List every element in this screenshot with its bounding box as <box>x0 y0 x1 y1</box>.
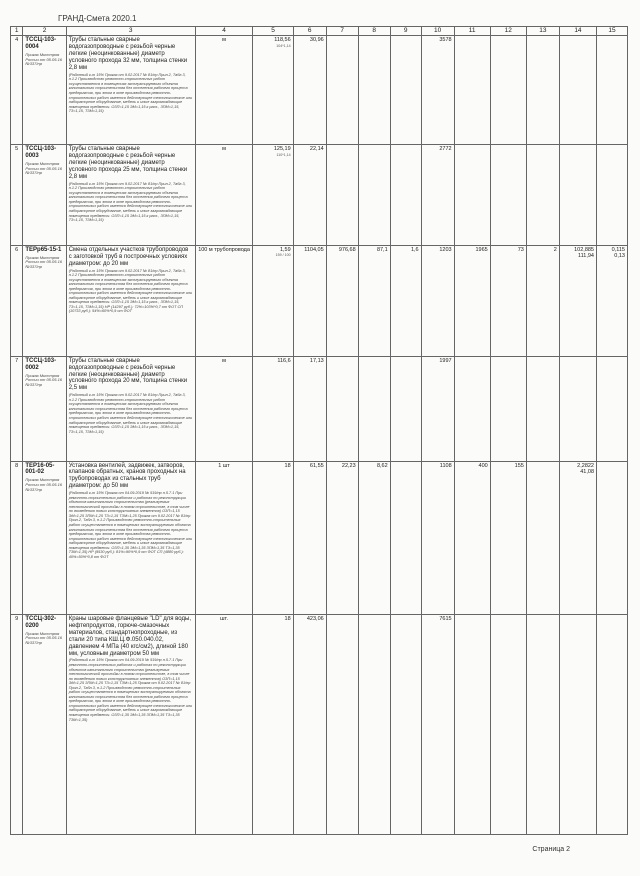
column-number: 13 <box>526 27 559 36</box>
row-index: 4 <box>11 36 23 145</box>
total-cost-cell: 7615 <box>421 615 454 835</box>
unit-cost-cell: 1104,05 <box>293 245 326 356</box>
work-description-cell <box>66 36 195 145</box>
total-cost-cell: 1203 <box>421 245 454 356</box>
work-description-cell <box>66 145 195 246</box>
work-note: (Районный к-т 15% Приказ от 9.02.2017 № 81/пр Прил.2, Табл.3, п.1.2 Производство ремонтно-строительных работ осуществляется в помещениях эксплуатируемого объекта капитального строительства без отселения рабочего процесса предприятия, при этом в зоне производства ремонтно-строительных работ имеется действующее технологическое или лабораторное оборудование, мебель и иные загромождающие помещения предметы. ОЗП=1,15 ЭМ=1,15 к расх., ЗПМ=1,15, ТЗ=1,15, ТЗМ=1,15) <box>68 393 193 434</box>
rate-code-note: Приказ Минстроя России от 05.05.16 №337/пр <box>25 52 63 67</box>
rate-code: ТССЦ-103-0004 <box>25 37 57 51</box>
work-description-cell <box>66 245 195 356</box>
total-wage-cell <box>454 36 490 145</box>
quantity-value: 116,6 <box>277 357 291 364</box>
total-machinist-cell <box>526 461 559 615</box>
rate-code-note: Приказ Минстроя России от 05.05.16 №337/пр <box>25 161 63 176</box>
total-cost-cell: 1108 <box>421 461 454 615</box>
work-title: Смена отдельных участков трубопроводов с заготовкой труб в построечных условиях диаметром: до 20 мм <box>68 246 189 267</box>
labor-cost-cell <box>559 36 596 145</box>
machine-cost-cell: 87,1 <box>358 245 390 356</box>
machinist-labor-cell <box>597 145 628 246</box>
estimate-row <box>11 245 628 356</box>
total-wage-cell <box>454 356 490 461</box>
total-cost-cell: 3578 <box>421 36 454 145</box>
rate-code-note: Приказ Минстроя России от 05.05.16 №337/пр <box>25 477 63 492</box>
estimate-row <box>11 36 628 145</box>
work-note: (Районный к-т 15% Приказ от 04.09.2019 № 519/пр п.5.7.1 При ремонтно-строительных работах и работах по реконструкции объектов капитального строительства (реализуемых технологической прослойки в новом строительстве, в том числе по возведению новых конструктивных элементов) ОЗП=1,15 ЭМ=1,25 ЗПМ=1,25 ТЗ=1,15 ТЗМ=1,25 Приказ от 9.02.2017 № 81/пр Прил.2, Табл.3, п.1.2 Производство ремонтно-строительных работ осуществляется в помещениях эксплуатируемого объекта капитального строительства без отселения рабочего процесса предприятия, при этом в зоне производства ремонтно-строительных работ имеется действующее технологическое или лабораторное оборудование, мебель и иные загромождающие помещения предметы. ОЗП=1,35 ЭМ=1,35 ЗПМ=1,35 ТЗ=1,35 ТЗМ=1,35) <box>68 658 193 722</box>
rate-code-cell <box>23 615 66 835</box>
quantity-value: 18 <box>284 616 291 623</box>
rate-code-cell <box>23 461 66 615</box>
wage-cost-cell <box>326 36 358 145</box>
row-index: 5 <box>11 145 23 246</box>
rate-code-note: Приказ Минстроя России от 05.05.16 №337/пр <box>25 372 63 387</box>
estimate-table <box>10 26 628 835</box>
quantity-cell <box>253 245 293 356</box>
column-number: 4 <box>195 27 253 36</box>
rate-code-cell <box>23 245 66 356</box>
column-number: 10 <box>421 27 454 36</box>
column-number: 6 <box>293 27 326 36</box>
column-number: 14 <box>559 27 596 36</box>
wage-cost-cell <box>326 615 358 835</box>
wage-cost-cell: 976,68 <box>326 245 358 356</box>
total-wage-cell: 400 <box>454 461 490 615</box>
rate-code-note: Приказ Минстроя России от 05.05.16 №337/пр <box>25 630 63 646</box>
work-description-cell <box>66 615 195 835</box>
column-number: 8 <box>358 27 390 36</box>
unit-cost-cell: 61,55 <box>293 461 326 615</box>
quantity-formula: 104*1,14 <box>276 43 291 48</box>
unit-cost-cell: 423,06 <box>293 615 326 835</box>
quantity-formula: 110*1,14 <box>276 152 291 157</box>
quantity-cell <box>253 461 293 615</box>
work-description-cell <box>66 461 195 615</box>
column-number-row <box>11 27 628 36</box>
machine-cost-cell: 8,62 <box>358 461 390 615</box>
labor-cost-cell <box>559 615 596 835</box>
total-cost-cell: 2772 <box>421 145 454 246</box>
work-note: (Районный к-т 15% Приказ от 9.02.2017 № 81/пр Прил.2, Табл.3, п.1.2 Производство ремонтно-строительных работ осуществляется в помещениях эксплуатируемого объекта капитального строительства без отселения рабочего процесса предприятия, при этом в зоне производства ремонтно-строительных работ имеется действующее технологическое или лабораторное оборудование, мебель и иные загромождающие помещения предметы. ОЗП=1,15 ЭМ=1,15 к расх., ЗПМ=1,15, ТЗ=1,15, ТЗМ=1,15) НР (14297 руб.): 72%=103%*0,7 от ФОТ СП (10733 руб.): 54%=60%*0,9 от ФОТ <box>68 268 193 314</box>
column-number: 11 <box>454 27 490 36</box>
machinist-wage-cell <box>390 461 421 615</box>
labor-per-unit: 2,2822 <box>577 462 594 469</box>
machine-cost-cell <box>358 145 390 246</box>
total-wage-cell <box>454 615 490 835</box>
labor-cost-cell <box>559 461 596 615</box>
machinist-labor-cell <box>597 356 628 461</box>
total-machine-cell: 155 <box>490 461 526 615</box>
total-machine-cell <box>490 356 526 461</box>
total-machine-cell <box>490 36 526 145</box>
column-number: 12 <box>490 27 526 36</box>
quantity-cell <box>253 36 293 145</box>
work-note: (Районный к-т 15% Приказ от 9.02.2017 № 81/пр Прил.2, Табл.3, п.1.2 Производство ремонтно-строительных работ осуществляется в помещениях эксплуатируемого объекта капитального строительства без отселения рабочего процесса предприятия, при этом в зоне производства ремонтно-строительных работ имеется действующее технологическое или лабораторное оборудование, мебель и иные загромождающие помещения предметы. ОЗП=1,15 ЭМ=1,15 к расх., ЗПМ=1,15, ТЗ=1,15, ТЗМ=1,15) <box>68 72 193 114</box>
quantity-cell <box>253 615 293 835</box>
column-number: 7 <box>326 27 358 36</box>
row-index: 7 <box>11 356 23 461</box>
rate-code: ТССЦ-302-0200 <box>25 616 57 629</box>
column-number: 1 <box>11 27 23 36</box>
machine-cost-cell <box>358 36 390 145</box>
machinist-labor-cell <box>597 615 628 835</box>
wage-cost-cell: 22,23 <box>326 461 358 615</box>
rate-code-cell <box>23 36 66 145</box>
machinist-wage-cell <box>390 615 421 835</box>
labor-total: 111,94 <box>577 253 594 260</box>
labor-cost-cell <box>559 145 596 246</box>
estimate-row <box>11 145 628 246</box>
machinist-labor-per-unit: 0,115 <box>611 246 625 253</box>
machine-cost-cell <box>358 615 390 835</box>
row-index: 6 <box>11 245 23 356</box>
total-wage-cell: 1965 <box>454 245 490 356</box>
work-note: (Районный к-т 15% Приказ от 9.02.2017 № 81/пр Прил.2, Табл.3, п.1.2 Производство ремонтно-строительных работ осуществляется в помещениях эксплуатируемого объекта капитального строительства без отселения рабочего процесса предприятия, при этом в зоне производства ремонтно-строительных работ имеется действующее технологическое или лабораторное оборудование, мебель и иные загромождающие помещения предметы. ОЗП=1,15 ЭМ=1,15 к расх., ЗПМ=1,15, ТЗ=1,15, ТЗМ=1,15) <box>68 181 193 223</box>
unit-cell: 100 м трубопровода <box>195 245 253 356</box>
machinist-labor-cell <box>597 245 628 356</box>
page-header: ГРАНД-Смета 2020.1 <box>58 14 137 23</box>
rate-code-cell <box>23 145 66 246</box>
machinist-wage-cell <box>390 356 421 461</box>
rate-code-cell <box>23 356 66 461</box>
total-machinist-cell: 2 <box>526 245 559 356</box>
machinist-labor-cell <box>597 461 628 615</box>
quantity-value: 1,59 <box>279 246 291 253</box>
row-index: 8 <box>11 461 23 615</box>
page-footer: Страница 2 <box>532 846 570 853</box>
total-machine-cell <box>490 615 526 835</box>
labor-total: 41,08 <box>580 468 594 475</box>
total-cost-cell: 1997 <box>421 356 454 461</box>
machinist-wage-cell <box>390 36 421 145</box>
column-number: 15 <box>597 27 628 36</box>
rate-code-note: Приказ Минстроя России от 05.05.16 №337/пр <box>25 254 63 269</box>
work-title: Установка вентилей, задвижек, затворов, клапанов обратных, кранов проходных на трубопроводах из стальных труб диаметром: до 50 мм <box>68 462 186 490</box>
column-number: 5 <box>253 27 293 36</box>
total-machine-cell: 73 <box>490 245 526 356</box>
wage-cost-cell <box>326 356 358 461</box>
quantity-cell <box>253 356 293 461</box>
total-machinist-cell <box>526 615 559 835</box>
work-title: Трубы стальные сварные водогазопроводные с резьбой черные легкие (неоцинкованные) диаметр условного прохода 20 мм, толщина стенки 2,5 мм <box>68 357 188 392</box>
labor-cost-cell <box>559 245 596 356</box>
rate-code: ТССЦ-103-0003 <box>25 146 57 160</box>
unit-cell: 1 шт <box>195 461 253 615</box>
work-description-cell <box>66 356 195 461</box>
quantity-value: 118,56 <box>274 37 291 44</box>
work-title: Краны шаровые фланцевые "LD" для воды, нефтепродуктов, горюче-смазочных материалов, стандартнопроходные, из стали 20 типа КШ.Ц.Ф.050.040.02, давлением 4 МПа (40 кгс/см2), длиной 180 мм, условным диаметром 50 мм <box>68 616 191 657</box>
labor-per-unit: 102,885 <box>574 246 594 253</box>
total-machinist-cell <box>526 36 559 145</box>
work-note: (Районный к-т 15% Приказ от 04.09.2019 № 519/пр п.5.7.1 При ремонтно-строительных работах и работах по реконструкции объектов капитального строительства (реализуемых технологической прослойки в новом строительстве, в том числе по возведению новых конструктивных элементов) ОЗП=1,15 ЭМ=1,25 ЗПМ=1,25 ТЗ=1,15 ТЗМ=1,25 Приказ от 9.02.2017 № 81/пр Прил.2, Табл.3, п.1.2 Производство ремонтно-строительных работ осуществляется в помещениях эксплуатируемого объекта капитального строительства без отселения рабочего процесса предприятия, при этом в зоне производства ремонтно-строительных работ имеется действующее технологическое или лабораторное оборудование, мебель и иные загромождающие помещения предметы. ОЗП=1,35 ЭМ=1,35 ЗПМ=1,35 ТЗ=1,35 ТЗМ=1,35) НР (9530 руб.): 81%=90%*0,9 от ФОТ СП (4880 руб.): 40%=50%*0,8 от ФОТ <box>68 491 193 559</box>
unit-cell: шт. <box>195 615 253 835</box>
machinist-wage-cell <box>390 145 421 246</box>
machinist-wage-cell: 1,6 <box>390 245 421 356</box>
rate-code: ТЕРр65-15-1 <box>25 246 62 253</box>
unit-cell: м <box>195 36 253 145</box>
wage-cost-cell <box>326 145 358 246</box>
column-number: 2 <box>23 27 66 36</box>
unit-cell: м <box>195 145 253 246</box>
total-machinist-cell <box>526 356 559 461</box>
unit-cell: м <box>195 356 253 461</box>
work-title: Трубы стальные сварные водогазопроводные с резьбой черные легкие (неоцинкованные) диаметр условного прохода 32 мм, толщина стенки 2,8 мм <box>68 37 188 71</box>
quantity-value: 125,19 <box>273 146 291 153</box>
quantity-formula: 159 / 100 <box>275 253 291 258</box>
unit-cost-cell: 17,13 <box>293 356 326 461</box>
unit-cost-cell: 30,96 <box>293 36 326 145</box>
total-machine-cell <box>490 145 526 246</box>
machine-cost-cell <box>358 356 390 461</box>
rate-code: ТЕР16-05-001-02 <box>25 462 55 476</box>
quantity-cell <box>253 145 293 246</box>
estimate-row <box>11 461 628 615</box>
machinist-labor-total: 0,13 <box>614 253 625 260</box>
work-title: Трубы стальные сварные водогазопроводные с резьбой черные легкие (неоцинкованные) диаметр условного прохода 25 мм, толщина стенки 2,8 мм <box>68 146 188 180</box>
total-machinist-cell <box>526 145 559 246</box>
total-wage-cell <box>454 145 490 246</box>
column-number: 3 <box>66 27 195 36</box>
estimate-row <box>11 356 628 461</box>
unit-cost-cell: 22,14 <box>293 145 326 246</box>
quantity-value: 18 <box>284 462 291 469</box>
column-number: 9 <box>390 27 421 36</box>
row-index: 9 <box>11 615 23 835</box>
machinist-labor-cell <box>597 36 628 145</box>
rate-code: ТССЦ-103-0002 <box>25 357 57 371</box>
estimate-row <box>11 615 628 835</box>
labor-cost-cell <box>559 356 596 461</box>
